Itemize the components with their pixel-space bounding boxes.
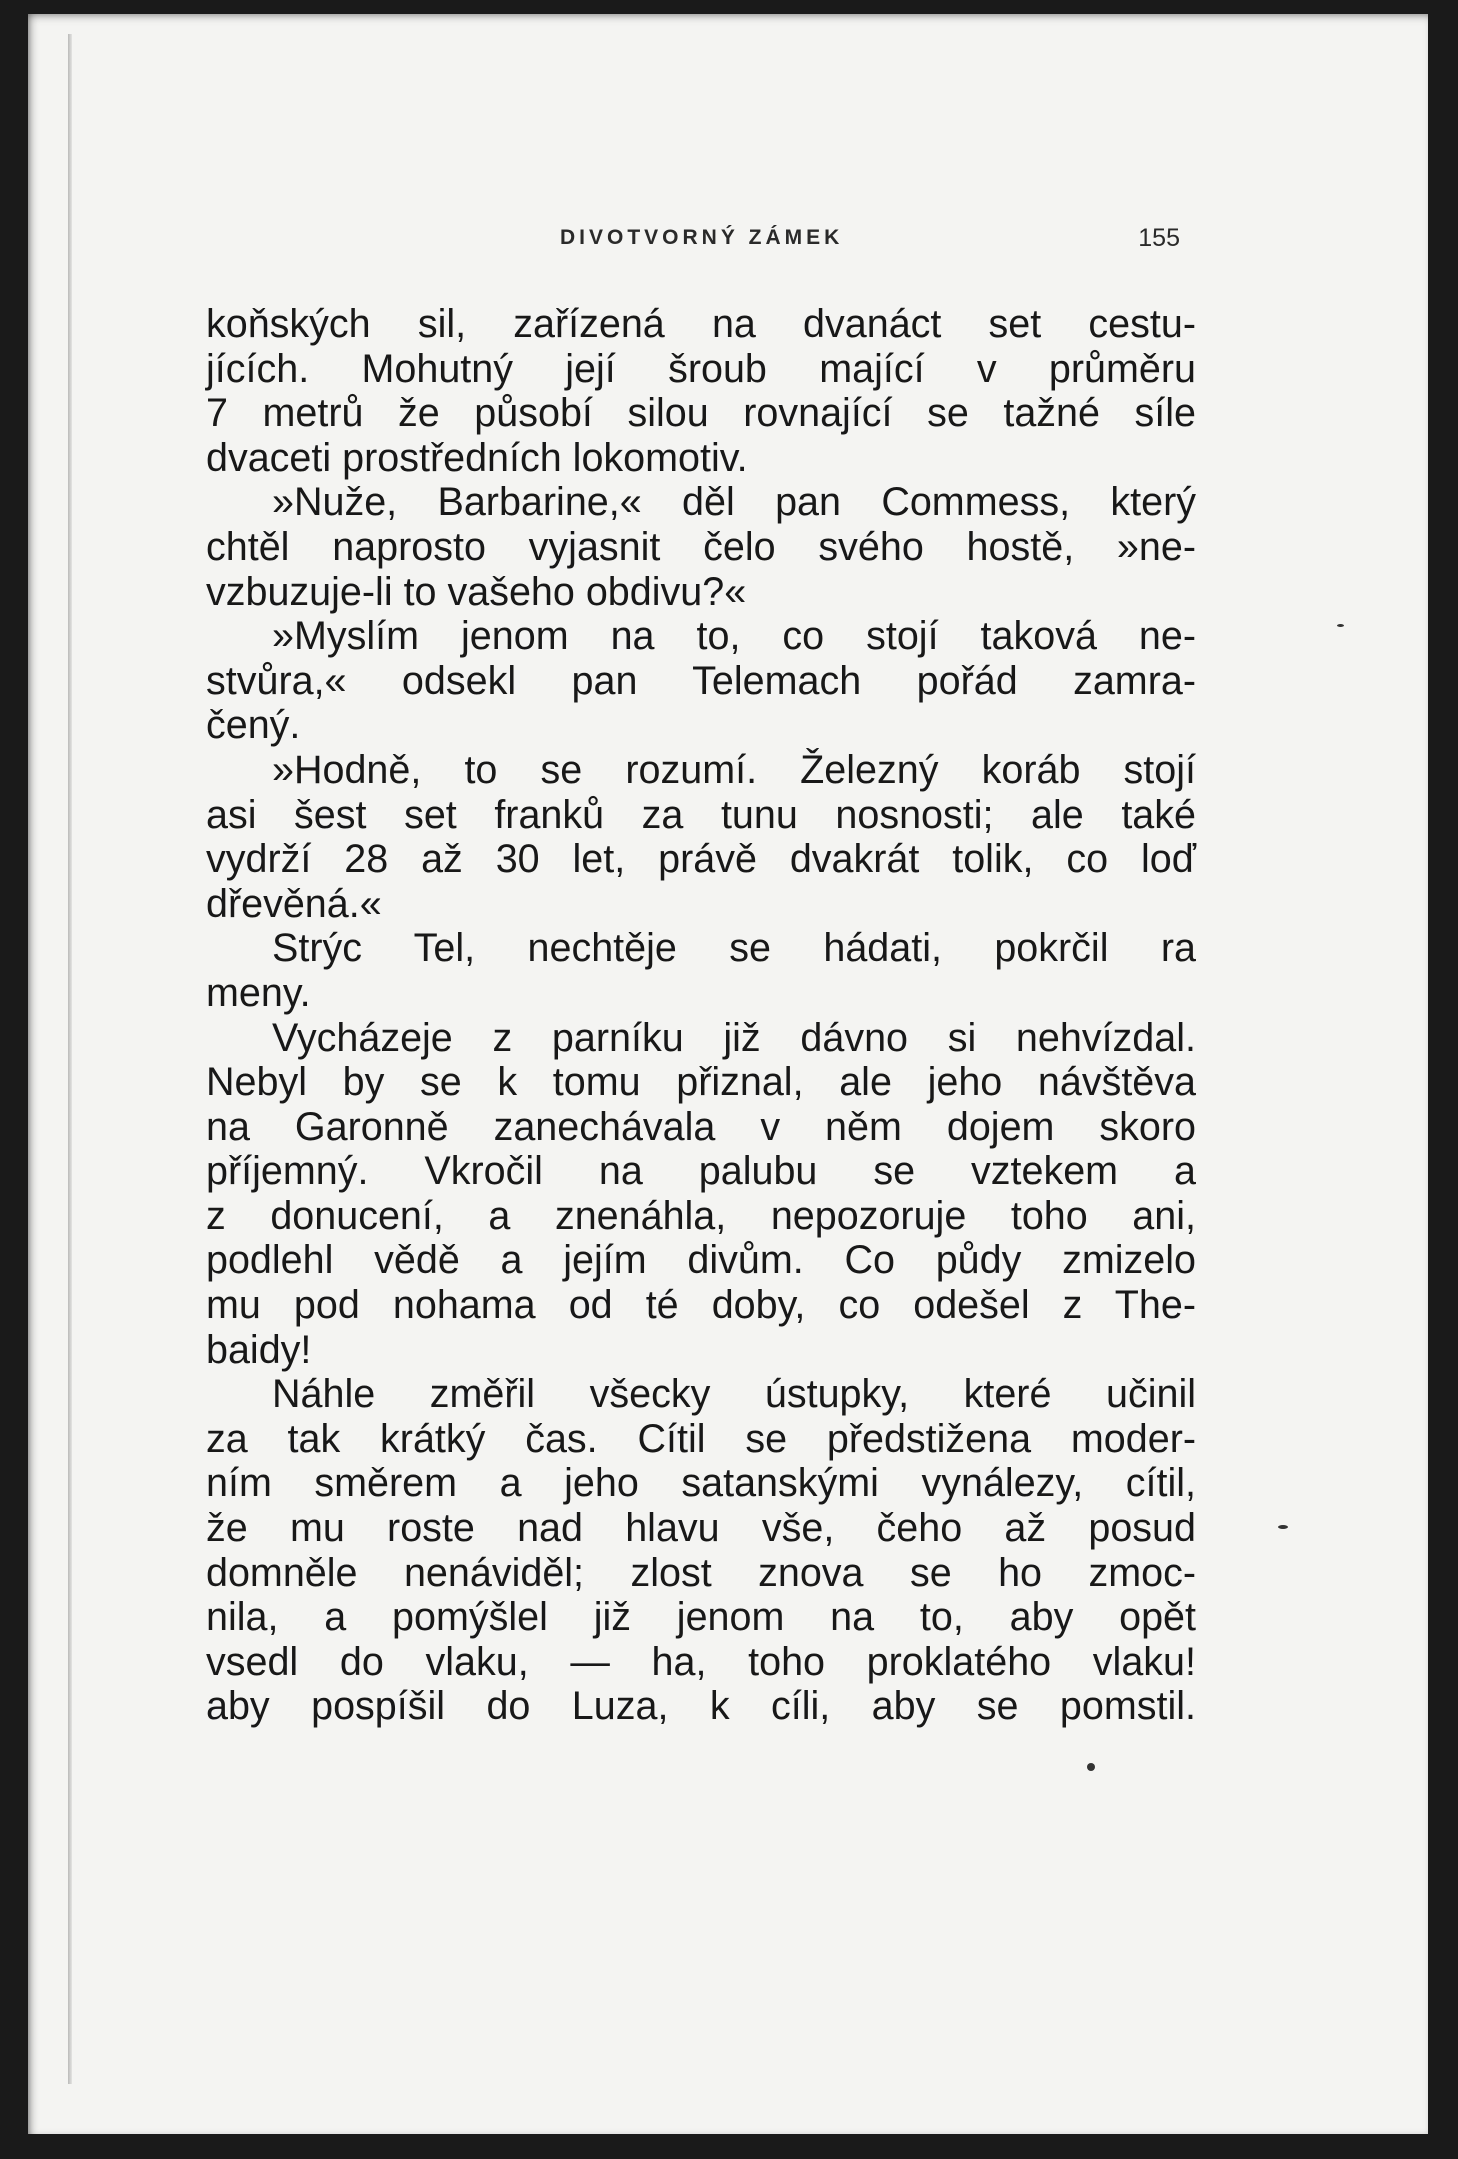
text-line: vsedl do vlaku, — ha, toho proklatého vlaku! [206,1639,1196,1684]
text-line: čený. [206,703,301,748]
text-line: že mu roste nad hlavu vše, čeho až posud [206,1506,1196,1551]
text-line: nila, a pomýšlel již jenom na to, aby opět [206,1595,1196,1640]
text-line: vzbuzuje-li to vašeho obdivu?« [206,569,747,614]
text-line: koňských sil, zařízená na dvanáct set cestu- [206,302,1196,346]
scan-speck [1337,624,1344,627]
text-line: z donucení, a znenáhla, nepozoruje toho ani, [206,1193,1196,1238]
text-line: Náhle změřil všecky ústupky, které učinil [272,1372,1196,1417]
text-line: domněle nenáviděl; zlost znova se ho zmoc- [206,1550,1196,1595]
text-line: jících. Mohutný její šroub mající v průměru [206,346,1196,391]
running-title: DIVOTVORNÝ ZÁMEK [560,226,844,249]
text-line: »Nuže, Barbarine,« děl pan Commess, který [272,480,1196,525]
text-line: Vycházeje z parníku již dávno si nehvízdal. [272,1015,1196,1060]
body-text [206,302,1196,1729]
text-line: vydrží 28 až 30 let, právě dvakrát tolik, co loď [206,837,1196,882]
text-line: Nebyl by se k tomu přiznal, ale jeho návštěva [206,1060,1196,1105]
text-line: dvaceti prostředních lokomotiv. [206,435,748,480]
text-line: baidy! [206,1327,312,1372]
text-line: »Myslím jenom na to, co stojí taková ne- [272,614,1196,659]
text-line: aby pospíšil do Luza, k cíli, aby se pomstil. [206,1684,1196,1729]
text-line: příjemný. Vkročil na palubu se vztekem a [206,1149,1196,1194]
text-line: asi šest set franků za tunu nosnosti; ale také [206,792,1196,837]
text-line: za tak krátký čas. Cítil se předstižena moder- [206,1416,1196,1461]
text-line: dřevěná.« [206,881,382,926]
text-line: na Garonně zanechávala v něm dojem skoro [206,1104,1196,1149]
scan-speck [1087,1763,1095,1771]
text-line: 7 metrů že působí silou rovnající se tažné síle [206,391,1196,436]
text-line: stvůra,« odsekl pan Telemach pořád zamra- [206,658,1196,703]
text-line: mu pod nohama od té doby, co odešel z The- [206,1283,1196,1328]
page-header [205,220,1200,260]
text-line: chtěl naprosto vyjasnit čelo svého hostě, »ne- [206,524,1196,569]
page-number: 155 [1138,224,1180,252]
text-line: meny. [206,970,311,1015]
text-line: »Hodně, to se rozumí. Železný koráb stojí [272,747,1196,792]
text-line: Strýc Tel, nechtěje se hádati, pokrčil ra [272,926,1196,971]
page-spine-shadow [68,34,72,2084]
text-line: podlehl vědě a jejím divům. Co půdy zmizelo [206,1238,1196,1283]
scan-speck [1278,1525,1288,1529]
text-line: ním směrem a jeho satanskými vynálezy, cítil, [206,1461,1196,1506]
